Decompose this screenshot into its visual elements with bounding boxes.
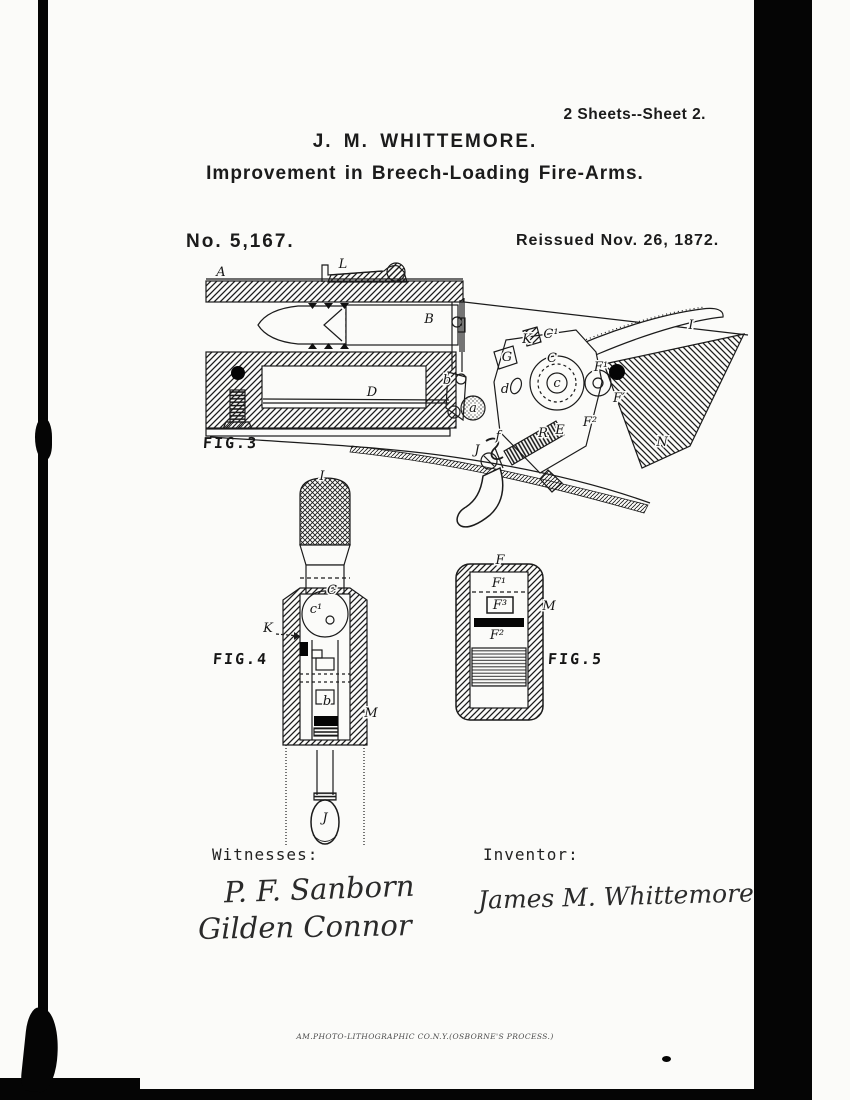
part-label-F²: F²	[489, 628, 505, 643]
part-label-b: b	[322, 694, 332, 709]
part-label-c: c	[553, 376, 561, 391]
part-label-J: J	[474, 443, 480, 458]
part-label-I: I	[688, 318, 694, 333]
stock-wedge	[604, 334, 744, 468]
part-label-F′: F′	[613, 391, 625, 406]
witness-signature-1: P. F. Sanborn	[223, 868, 416, 910]
magazine-chamber	[262, 366, 426, 408]
part-label-c¹: c¹	[309, 602, 323, 617]
patent-number: No. 5,167.	[186, 231, 295, 252]
part-label-E: E	[555, 423, 565, 438]
witness-signature-2: Gilden Connor	[197, 908, 412, 946]
figure-3-breech-mechanism	[206, 263, 748, 527]
figure-4-vertical-section	[276, 478, 370, 845]
part-label-d: d	[500, 382, 510, 397]
reissue-date: Reissued Nov. 26, 1872.	[516, 232, 720, 249]
trigger	[457, 468, 503, 527]
part-label-F: F	[495, 553, 505, 568]
inventor-heading: Inventor:	[483, 845, 579, 864]
part-label-M: M	[542, 599, 556, 614]
screw-dot	[609, 364, 625, 380]
knurled-knob	[300, 478, 350, 545]
part-label-G: G	[501, 350, 513, 365]
part-label-K: K	[263, 621, 273, 636]
upper-barrel-wall	[206, 281, 463, 302]
bullet-outline	[258, 306, 346, 344]
part-label-A: A	[216, 265, 226, 280]
part-label-a: a	[469, 401, 477, 416]
witnesses-heading: Witnesses:	[212, 845, 319, 864]
follower-spring	[230, 390, 245, 422]
part-label-C: C	[327, 583, 337, 598]
part-label-M: M	[364, 706, 378, 721]
part-label-N: N	[656, 435, 668, 450]
patent-author: J. M. WHITTEMORE.	[312, 131, 538, 152]
part-label-C¹: C¹	[543, 327, 559, 342]
fig4-caption: FIG.4	[212, 650, 269, 668]
cartridge-case	[346, 305, 458, 345]
striped-band	[472, 648, 526, 686]
fig3-caption: FIG.3	[202, 434, 259, 452]
inventor-signature: James M. Whittemore	[477, 878, 755, 915]
sight-knob	[387, 263, 405, 281]
sheet-info: 2 Sheets--Sheet 2.	[563, 106, 706, 123]
part-label-F¹: F¹	[593, 360, 609, 375]
fig5-caption: FIG.5	[547, 650, 604, 668]
part-label-L: L	[338, 257, 348, 272]
lithographer-footer: AM.PHOTO-LITHOGRAPHIC CO.N.Y.(OSBORNE'S PROCESS.)	[296, 1032, 554, 1041]
part-label-b: b	[442, 373, 452, 388]
part-label-K: K	[522, 332, 532, 347]
part-label-J: J	[322, 811, 328, 826]
part-label-B: B	[424, 312, 434, 327]
part-label-R: R	[538, 426, 548, 441]
part-label-F²: F²	[582, 415, 598, 430]
part-label-F¹: F¹	[491, 576, 507, 591]
patent-title: Improvement in Breech-Loading Fire-Arms.	[206, 163, 644, 184]
part-label-F³: F³	[492, 598, 508, 613]
part-label-I: I	[319, 469, 325, 484]
part-label-C: C	[547, 351, 557, 366]
part-label-f: f	[495, 429, 501, 444]
pivot-dot	[231, 366, 245, 380]
part-label-D: D	[366, 385, 378, 400]
